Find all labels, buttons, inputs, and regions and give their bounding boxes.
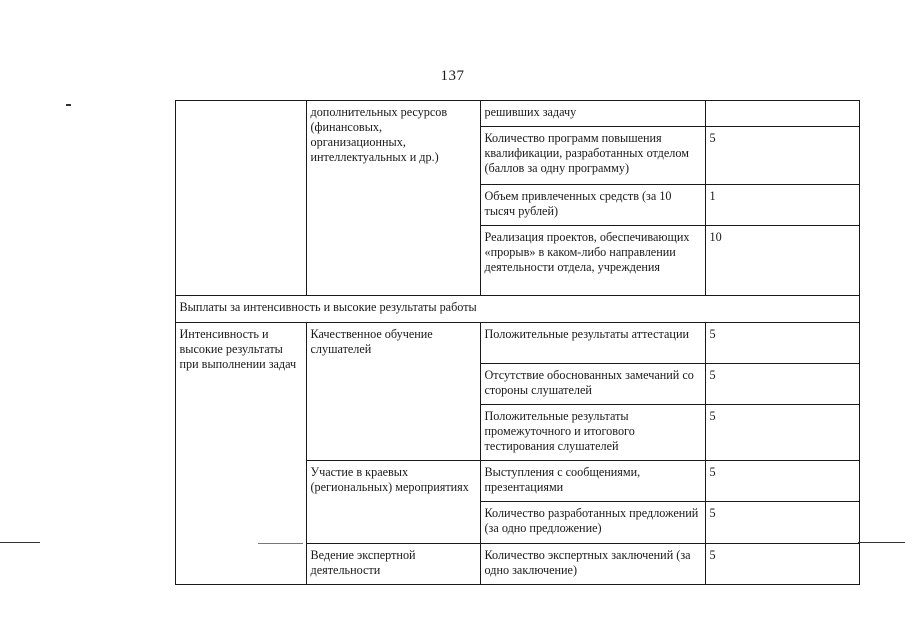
- table-row: [55, 323, 859, 364]
- indicator-cell: Объем привлеченных средств (за 10 тысяч рублей): [480, 185, 705, 226]
- indicator-cell: решивших задачу: [480, 101, 705, 127]
- scan-line: [858, 542, 905, 543]
- scan-mark: [66, 104, 71, 106]
- indicator-cell: Положительные результаты аттестации: [480, 323, 705, 364]
- points-cell: [705, 101, 859, 127]
- points-cell: 5: [705, 323, 859, 364]
- table-row: [55, 101, 859, 127]
- indicator-cell: Количество программ повышения квалификации, разработанных отделом (баллов за одну программу): [480, 127, 705, 185]
- criterion-cell: Ведение экспертной деятельности: [306, 544, 480, 585]
- points-cell: 5: [705, 544, 859, 585]
- payment-name-cell: [175, 101, 306, 296]
- points-cell: 5: [705, 461, 859, 502]
- indicator-cell: Количество экспертных заключений (за одно заключение): [480, 544, 705, 585]
- section-header: Выплаты за интенсивность и высокие результаты работы: [175, 296, 859, 323]
- indicator-cell: Реализация проектов, обеспечивающих «прорыв» в каком-либо направлении деятельности отдела, учреждения: [480, 226, 705, 296]
- criterion-cell: Качественное обучение слушателей: [306, 323, 480, 461]
- criterion-cell: дополнительных ресурсов (финансовых, организационных, интеллектуальных и др.): [306, 101, 480, 296]
- payment-name-cell: Интенсивность и высокие результаты при выполнении задач: [175, 323, 306, 585]
- indicator-cell: Выступления с сообщениями, презентациями: [480, 461, 705, 502]
- points-cell: 5: [705, 502, 859, 544]
- points-cell: 5: [705, 405, 859, 461]
- points-cell: 1: [705, 185, 859, 226]
- scan-line: [0, 542, 40, 543]
- points-cell: 5: [705, 364, 859, 405]
- points-cell: 10: [705, 226, 859, 296]
- criteria-table: [55, 100, 860, 585]
- table-row: [55, 296, 859, 323]
- indicator-cell: Отсутствие обоснованных замечаний со стороны слушателей: [480, 364, 705, 405]
- scan-line: [258, 543, 303, 544]
- criterion-cell: Участие в краевых (региональных) мероприятиях: [306, 461, 480, 544]
- page-number: 137: [440, 68, 465, 84]
- indicator-cell: Количество разработанных предложений (за одно предложение): [480, 502, 705, 544]
- points-cell: 5: [705, 127, 859, 185]
- margin-column: [55, 101, 175, 585]
- indicator-cell: Положительные результаты промежуточного и итогового тестирования слушателей: [480, 405, 705, 461]
